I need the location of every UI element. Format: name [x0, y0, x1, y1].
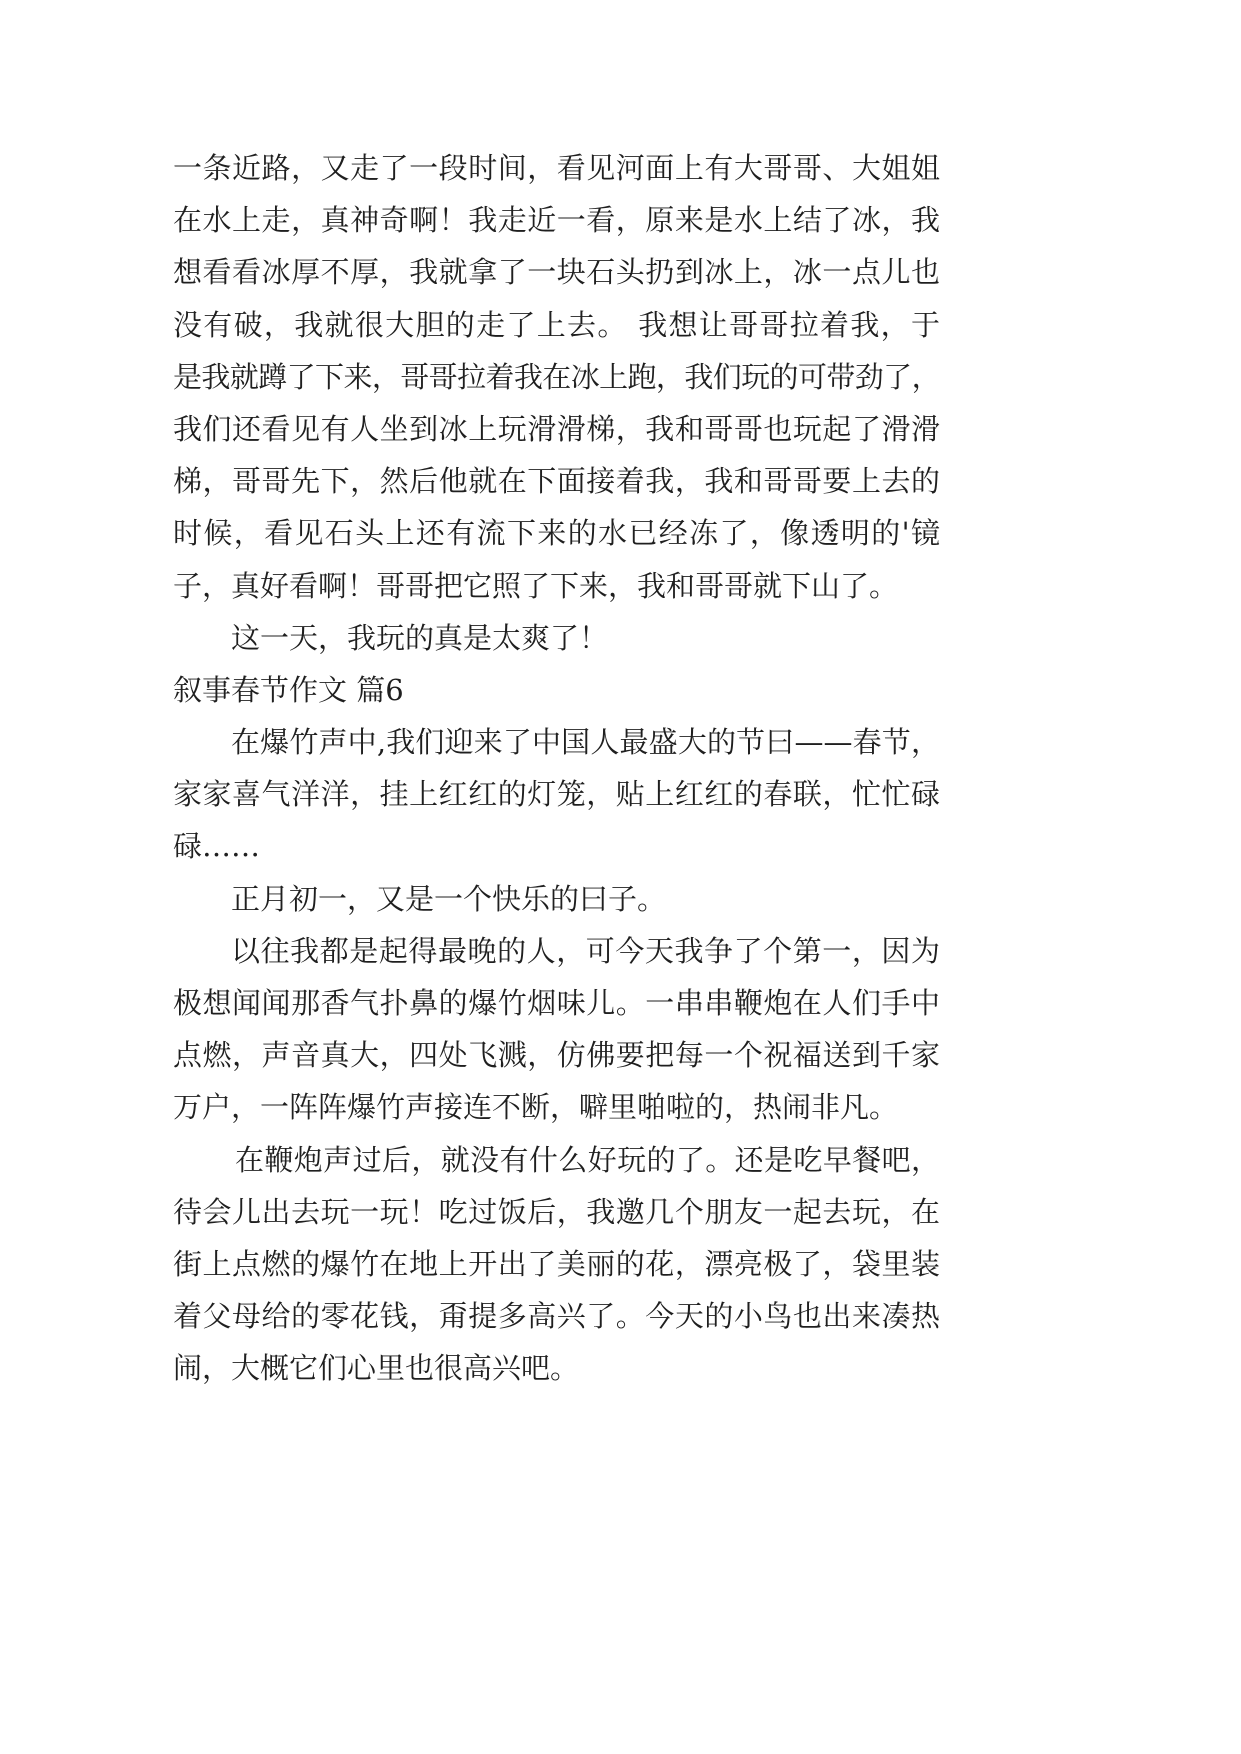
text-line: 着父母给的零花钱，甭提多高兴了。今天的小鸟也出来凑热	[173, 1299, 940, 1334]
text-line: 是我就蹲了下来，哥哥拉着我在冰上跑，我们玩的可带劲了，	[173, 359, 940, 394]
text-line: 以往我都是起得最晚的人，可今天我争了个第一，因为	[231, 933, 940, 968]
text-line: 街上点燃的爆竹在地上开出了美丽的花，漂亮极了，袋里装	[173, 1246, 940, 1281]
text-line: 时候，看见石头上还有流下来的水已经冻了，像透明的'镜	[173, 516, 940, 551]
text-line: 梯，哥哥先下，然后他就在下面接着我，我和哥哥要上去的	[173, 464, 940, 499]
text-line: 在鞭炮声过后，就没有什么好玩的了。还是吃早餐吧，	[235, 1142, 940, 1177]
paragraph	[173, 925, 940, 1134]
essay-title: 叙事春节作文 篇6	[173, 672, 404, 707]
paragraph	[173, 612, 940, 664]
text-line: 子，真好看啊！哥哥把它照了下来，我和哥哥就下山了。	[173, 568, 899, 603]
paragraph	[173, 873, 940, 925]
text-line: 这一天，我玩的真是太爽了！	[231, 620, 609, 655]
text-line: 家家喜气洋洋，挂上红红的灯笼，贴上红红的春联，忙忙碌	[173, 777, 940, 812]
document-page	[173, 142, 940, 1395]
paragraph	[173, 716, 940, 873]
text-line: 极想闻闻那香气扑鼻的爆竹烟味儿。一串串鞭炮在人们手中	[173, 986, 940, 1020]
text-line: 万户，一阵阵爆竹声接连不断，噼里啪啦的，热闹非凡。	[173, 1090, 899, 1125]
paragraph	[173, 142, 940, 612]
text-line: 想看看冰厚不厚，我就拿了一块石头扔到冰上，冰一点儿也	[173, 255, 940, 290]
text-line: 在水上走，真神奇啊！我走近一看，原来是水上结了冰，我	[173, 203, 940, 238]
text-line: 我们还看见有人坐到冰上玩滑滑梯，我和哥哥也玩起了滑滑	[173, 411, 940, 446]
text-line: 待会儿出去玩一玩！吃过饭后，我邀几个朋友一起去玩，在	[173, 1194, 940, 1229]
text-line: 闹，大概它们心里也很高兴吧。	[173, 1351, 580, 1386]
text-line: 点燃，声音真大，四处飞溅，仿佛要把每一个祝福送到千家	[173, 1038, 940, 1073]
text-line: 碌……	[173, 829, 261, 864]
text-line: 一条近路，又走了一段时间，看见河面上有大哥哥、大姐姐	[173, 151, 940, 185]
text-line: 正月初一，又是一个快乐的曰子。	[231, 881, 667, 916]
text-line: 没有破，我就很大胆的走了上去。 我想让哥哥拉着我，于	[173, 307, 940, 342]
text-line: 在爆竹声中,我们迎来了中国人最盛大的节曰——春节，	[231, 725, 940, 760]
paragraph	[173, 1134, 940, 1395]
